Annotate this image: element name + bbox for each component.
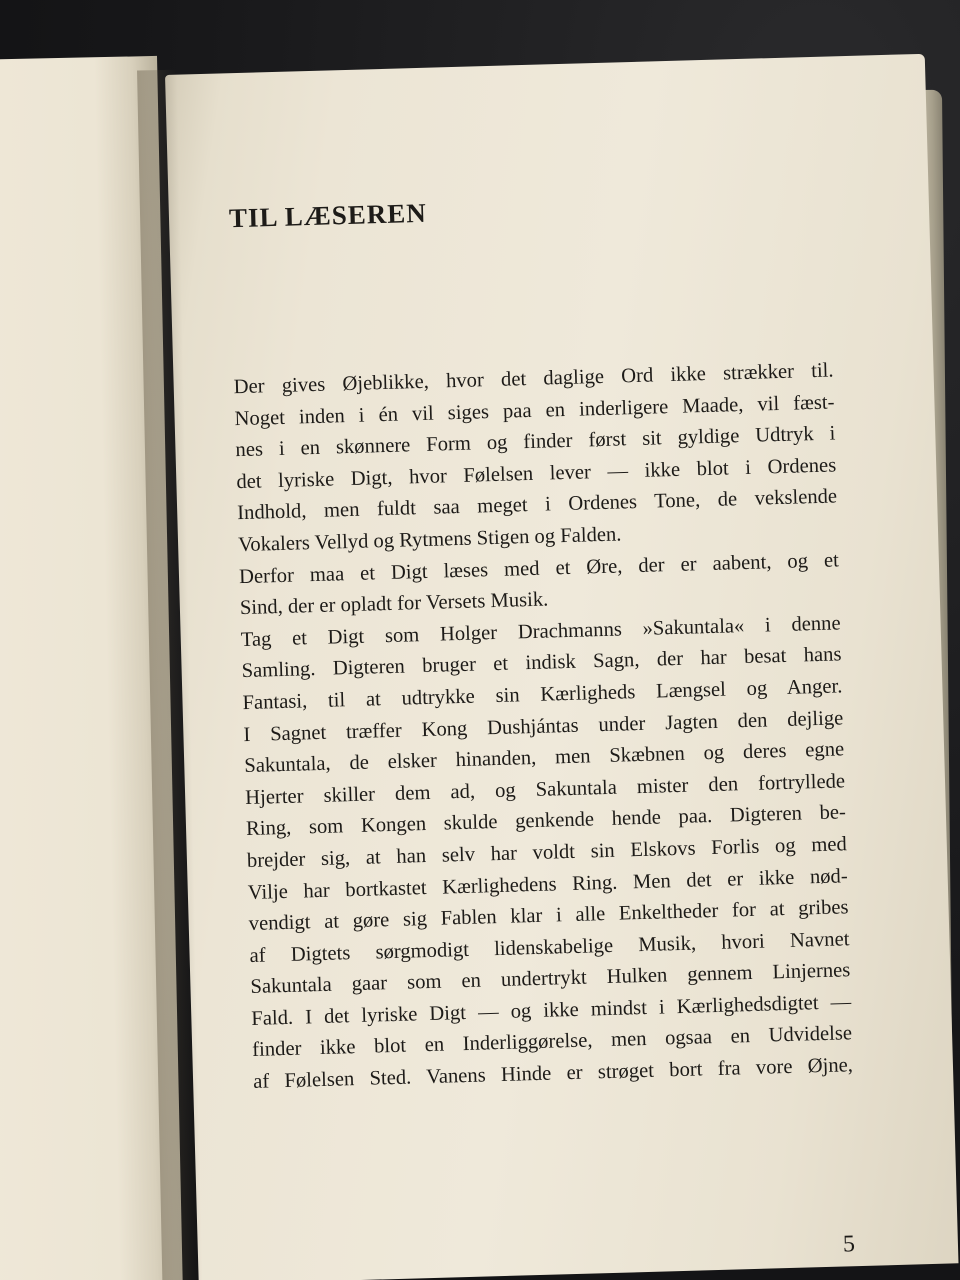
text-line: Samling. Digteren bruger et indisk Sagn, der har besat hans [241,643,842,683]
text-line: af Digtets sørgmodigt lidenskabelige Musik, hvori Navnet [249,927,850,967]
text-line: Fald. I det lyriske Digt — og ikke mindst i Kærlighedsdigtet — [251,991,852,1030]
page-number: 5 [842,1231,856,1258]
text-line: nes i en skønnere Form og finder først sit gyldige Udtryk i [235,422,836,462]
text-line: Ring, som Kongen skulde genkende hende paa. Digteren be- [245,801,847,841]
body-text [233,355,853,1098]
text-line: finder ikke blot en Inderliggørelse, men ogsaa en Udvidelse [251,1022,853,1062]
right-page [165,54,958,1280]
text-line: Noget inden i én vil siges paa en inderligere Maade, vil fæst- [234,391,835,430]
text-line: brejder sig, at han selv har voldt sin Elskovs Forlis og med [246,833,848,872]
text-line: Derfor maa et Digt læses med et Øre, der er aabent, og et [238,548,840,588]
text-line: Sind, der er opladt for Versets Musik. [239,588,549,620]
text-line: Tag et Digt som Holger Drachmanns »Sakuntala« i denne [240,612,841,651]
text-line: Vilje har bortkastet Kærlighedens Ring. Men det er ikke nød- [247,864,848,904]
text-line: det lyriske Digt, hvor Følelsen lever — ikke blot i Ordenes [236,454,837,493]
text-line: Fantasi, til at udtrykke sin Kærligheds Længsel og Anger. [242,675,843,715]
text-line: af Følelsen Sted. Vanens Hinde er strøget bort fra vore Øjne, [252,1054,854,1093]
page-content [228,187,856,1258]
text-line: vendigt at gøre sig Fablen klar i alle Enkeltheder for at gribes [248,896,849,936]
text-line: Der gives Øjeblikke, hvor det daglige Ord ikke strækker til. [233,359,834,399]
text-line: Sakuntala, de elsker hinanden, men Skæbnen og deres egne [244,738,845,778]
text-line: I Sagnet træffer Kong Dushjántas under Jagten den dejlige [243,706,844,746]
page-title: TIL LÆSEREN [228,197,428,234]
text-line: Hjerter skiller dem ad, og Sakuntala mister den fortryllede [244,770,846,809]
text-line: Sakuntala gaar som en undertrykt Hulken gennem Linjernes [250,959,851,999]
text-line: Indhold, men fuldt saa meget i Ordenes Tone, de vekslende [236,485,838,525]
text-line: Vokalers Vellyd og Rytmens Stigen og Falden. [237,523,622,557]
